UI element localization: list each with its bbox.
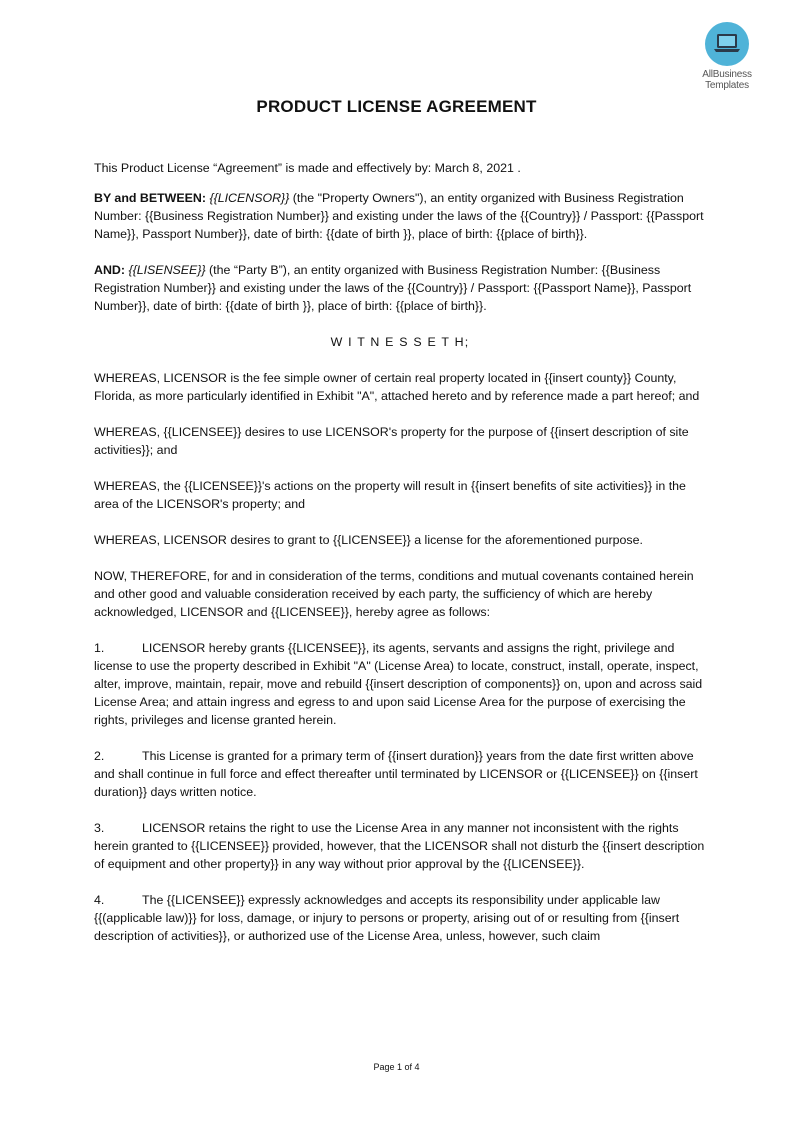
clause-text: The {{LICENSEE}} expressly acknowledges and accepts its responsibility under applicable law {{(applicable law)}} for loss, damage, or injury to persons or property, arising out of or resulting from {{insert description of activities}}, or authorized use of the License Area, unless, however, such claim: [94, 893, 680, 943]
whereas-paragraph-3: WHEREAS, the {{LICENSEE}}'s actions on the property will result in {{insert benefits of site activities}} in the area of the LICENSOR's property; and: [94, 479, 686, 511]
whereas-paragraph-4: WHEREAS, LICENSOR desires to grant to {{LICENSEE}} a license for the aforementioned purpose.: [94, 533, 643, 547]
document-body: [94, 159, 706, 963]
clause-1: [94, 639, 706, 729]
clause-text: LICENSOR hereby grants {{LICENSEE}}, its agents, servants and assigns the right, privilege and license to use the property described in Exhibit "A" (License Area) to locate, construct, install, operate, inspect, alter, improve, maintain, repair, move and rebuild {{insert description of components}} on, upon and across said License Area; and attain ingress and egress to and upon said License Area for the purpose of exercising the rights, privileges and license granted herein.: [94, 641, 703, 727]
party-2-paragraph: [94, 261, 706, 315]
whereas-paragraph-2: WHEREAS, {{LICENSEE}} desires to use LICENSOR's property for the purpose of {{insert description of site activities}}; and: [94, 425, 689, 457]
document-title: PRODUCT LICENSE AGREEMENT: [256, 97, 537, 116]
clause-number: 1.: [94, 641, 105, 655]
party-2-label: AND:: [94, 263, 125, 277]
intro-paragraph: This Product License “Agreement” is made and effectively by: March 8, 2021 .: [94, 161, 521, 175]
whereas-paragraph-1: WHEREAS, LICENSOR is the fee simple owner of certain real property located in {{insert county}} County, Florida, as more particularly identified in Exhibit "A", attached hereto and by reference made a part hereof; and: [94, 371, 700, 403]
party-1-text: (the "Property Owners"), an entity organized with Business Registration Number: {{Business Registration Number}} and existing under the laws of the {{Country}} / Passport: {{Passport Name}}, Passport Number}}, date of birth: {{date of birth }}, place of birth: {{place of birth}}.: [94, 191, 704, 241]
clause-3: [94, 819, 706, 873]
party-2-text: (the “Party B”), an entity organized with Business Registration Number: {{Business Registration Number}} and existing under the laws of the {{Country}} / Passport: {{Passport Name}}, Passport Number}}, date of birth: {{date of birth }}, place of birth: {{place of birth}}.: [94, 263, 692, 313]
party-1-label: BY and BETWEEN:: [94, 191, 206, 205]
witnesseth-heading: W I T N E S S E T H;: [330, 335, 470, 349]
clause-text: This License is granted for a primary term of {{insert duration}} years from the date first written above and shall continue in full force and effect thereafter until terminated by LICENSOR or {{LICENSEE}} on {{insert duration}} days written notice.: [94, 749, 698, 799]
logo-line-2: Templates: [705, 80, 749, 91]
page-number: Page 1 of 4: [373, 1062, 420, 1072]
party-2-name: {{LISENSEE}}: [128, 263, 206, 277]
allbusiness-logo: [692, 22, 762, 91]
clause-number: 4.: [94, 893, 105, 907]
clause-2: [94, 747, 706, 801]
logo-line-1: AllBusiness: [702, 69, 752, 80]
clause-number: 3.: [94, 821, 105, 835]
clause-text: LICENSOR retains the right to use the License Area in any manner not inconsistent with the rights herein granted to {{LICENSEE}} provided, however, that the LICENSOR shall not disturb the {{insert description of equipment and other property}} in any way without prior approval by the {{LICENSEE}}.: [94, 821, 705, 871]
logo-badge: [705, 22, 749, 66]
now-therefore-paragraph: NOW, THEREFORE, for and in consideration of the terms, conditions and mutual covenants contained herein and other good and valuable consideration received by each party, the sufficiency of which are hereby acknowledged, LICENSOR and {{LICENSEE}}, hereby agree as follows:: [94, 569, 694, 619]
clause-4: [94, 891, 706, 945]
party-1-name: {{LICENSOR}}: [209, 191, 290, 205]
laptop-icon: [705, 22, 749, 66]
clause-number: 2.: [94, 749, 105, 763]
party-1-paragraph: [94, 189, 706, 243]
